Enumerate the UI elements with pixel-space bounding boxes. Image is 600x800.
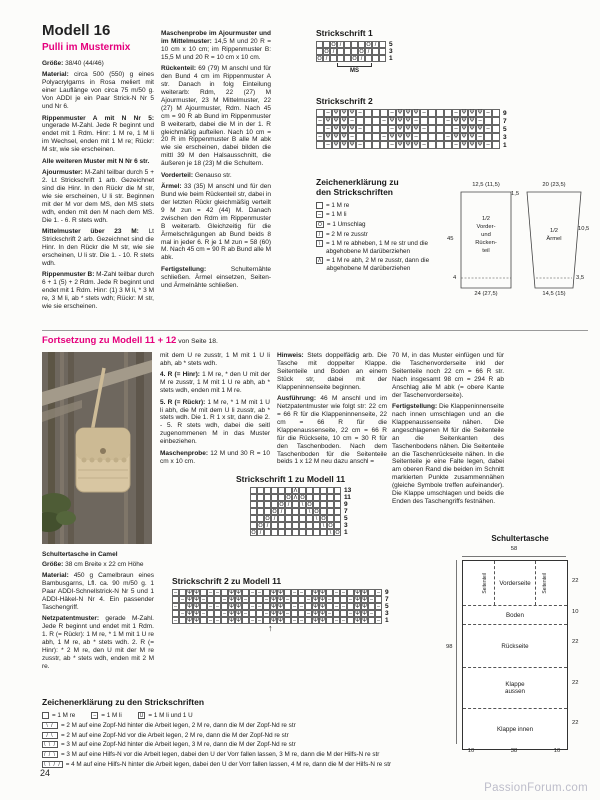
model16-column-2	[161, 30, 271, 293]
paragraph: Ärmel: 33 (35) M anschl und für den Bund wie beim Rückenteil str, dabei in der letzten Rückr gleichmäßig verteilt 9 M zun = 42 (44) M. Danach zwischen den Rdm im Rippenmuster B weiterarb. Gleichzeitig für die Ärmelschrägungen ab Bund beids 8 mal in jeder 6. R je 1 M zun = 58 (60) M. Nach 45 cm = 90 R ab Bund alle M abk.	[161, 183, 272, 262]
seitenteil-left: Seitenteil	[476, 561, 495, 605]
section-boden: Boden	[463, 605, 567, 624]
section-klappe-aussen: Klappe aussen	[463, 667, 567, 708]
ms-label: MS	[350, 68, 359, 74]
legend-item: \ \ / = 3 M auf eine Zopf-Nd hinter die Arbeit legen, 3 M re, dann die M der Zopf-Nd re str	[42, 741, 444, 748]
measure-sleeve-top: 20 (23,5)	[542, 182, 566, 188]
measure-section: 22	[572, 639, 579, 645]
schematic-schultertasche	[446, 534, 590, 768]
schematic-front-label-4: Rücken-	[475, 240, 497, 246]
paragraph: Rippenmuster A mit N Nr 5: ungerade M-Zahl. Jede R beginnt und endet mit 1 Rdm. Hinr: 1 M re, 1 M li im Wechsel, enden mit 1 M re; Rückr: M str, wie sie erscheinen.	[42, 114, 154, 154]
paragraph: Größe: 38 cm Breite x 22 cm Höhe	[42, 560, 144, 568]
paragraph: mit dem U re zusstr, 1 M mit 1 U li abh, ab * stets wdh.	[160, 352, 270, 367]
paragraph: Netzpatentmuster: gerade M-Zahl. Jede R beginnt und endet mit 1 Rdm. 1. R (= Rückr): 1 M re, * 1 M mit 1 U re abh, 1 M re, ab * stets wdh. 2. R (= Hinr): * 2 M re, den U mit der M re zusstr, ab * stets wdh, enden mit 2 M re.	[42, 615, 154, 670]
strickschrift-1	[316, 28, 399, 74]
continuation-title: Fortsetzung zu Modell 11 + 12	[42, 335, 177, 346]
legend-item: \ = 1 M re abheben, 1 M re str und die abgehobene M darüberziehen	[316, 240, 444, 254]
paragraph: 70 M, in das Muster einfügen und für die Taschenvorderseite inkl der Seitenteile noch 22 cm = 66 R str. Nach insgesamt 98 cm = 294 R ab Anschlag alle M abk (= obere Kante der Taschenvorderseite).	[392, 352, 504, 399]
stitch-symbol: Λ	[318, 258, 322, 265]
watermark: PassionForum.com	[484, 782, 588, 794]
measure-front-side: 45	[447, 236, 454, 242]
bag-info-column	[42, 551, 154, 674]
legend-item: U = 1 M li und 1 U	[139, 711, 193, 719]
stitch-symbol: \	[316, 240, 323, 247]
measure-front-rib: 4	[453, 275, 457, 281]
model-subtitle: Pulli im Mustermix	[42, 42, 131, 53]
schematic-model16	[445, 178, 590, 308]
strickschrift-1-modell11-grid: Λ 13 O Λ O 11 O / \ O 9 O / \ O 7 O / \ O 5 O / \ O 3 O / \ O 1	[251, 487, 352, 536]
paragraph: 5. R (= Rückr): 1 M re, * 1 M mit 1 U li abh, die M mit dem U li zusstr, ab * stets wdh. Die 1. R 1 x str, dann die 2. - 5. R stets wdh, dabei die seitl zugenommenen M in das Muster einbeziehen.	[160, 398, 271, 446]
legend-short-row	[42, 712, 444, 719]
cable-symbol: \ \ / /	[44, 761, 61, 768]
paragraph: Fertigstellung: Die Klappeninnenseite nach innen umschlagen und an die Klappenaussenseite nähen. Die angeschlagenen M für die Seitenteile an die Seitenkanten des Taschenbodens nähen. Die Seitenteile an die Taschenrückseite nähen. In die Seitenteile je eine Falte legen, dabei am oberen Rand die beiden im Schnitt markierten Punkte zusammennähen (gleiche Symbole treffen aufeinander). Die Klappe umschlagen und beids die Enden des Taschengriffs festnähen.	[392, 403, 504, 506]
measure-sleeve-side: 10,5	[578, 226, 590, 232]
schematic-title: Schultertasche	[491, 534, 549, 543]
paragraph: Rippenmuster B: M-Zahl teilbar durch 6 + 1 (5) + 2 Rdm. Jede R beginnt und endet mit 1 Rdm. Hinr: (1) 3 M li, * 3 M re, 3 M li, ab * stets wdh; Rückr: M str, wie sie erscheinen.	[42, 271, 154, 310]
dimension-line	[462, 556, 566, 557]
legend-item: Λ = 1 M re abh, 2 M re zusstr, dann die abgehobene M darüberziehen	[318, 257, 430, 272]
cable-symbol: / / \	[42, 751, 58, 758]
ms-bracket	[337, 63, 372, 74]
stitch-symbol: /	[316, 231, 323, 238]
legend-item: \ / = 2 M auf eine Zopf-Nd hinter die Arbeit legen, 2 M re, dann die M der Zopf-Nd re str	[42, 722, 444, 729]
schematic-front-label-1: 1/2	[481, 216, 491, 222]
pattern-start-arrow: ↑	[268, 623, 273, 633]
continuation-suffix: von Seite 18.	[176, 338, 218, 345]
paragraph: Hinweis: Stets doppelfädig arb. Die Tasche mit doppelter Klappe. Seitenteile und Boden an einem Stück str, dabei mit der Klappeninnenseite beginnen.	[277, 352, 387, 391]
paragraph: Mittelmuster über 23 M: Lt Strickschrift 2 arb. Gezeichnet sind die Hinr. In den Rückr die M str, wie sie erscheinen, U li str. Die 1. - 10. R stets wdh.	[42, 228, 154, 267]
section-divider	[42, 330, 588, 331]
continuation-heading	[42, 335, 218, 346]
legend-item: / = 2 M re zusstr	[316, 231, 444, 238]
bag-outline	[462, 560, 568, 750]
chart-title: Strickschrift 1 zu Modell 11	[236, 474, 346, 484]
chart-title: Strickschrift 2 zu Modell 11	[172, 576, 282, 586]
measure-bottom-left: 10	[467, 748, 475, 754]
measure-section: 10	[572, 609, 579, 615]
stitch-symbol	[42, 712, 49, 719]
paragraph: Material: 450 g Camelbraun eines Bambusgarns, Lfl. ca. 90 m/50 g. 1 Paar ADDI-Schnellstrick-N Nr 5 und 1 ADDI-Häkel-N Nr 4. Ein passender Taschengriff.	[42, 572, 154, 612]
strickschrift-2-modell11-grid: – Ψ Ψ – – Ψ Ψ – – Ψ Ψ – – Ψ Ψ – – Ψ Ψ – 9 – Ψ Ψ – – Ψ Ψ – – Ψ Ψ – – Ψ Ψ – – Ψ Ψ – 7 – Ψ Ψ – – Ψ Ψ – – Ψ Ψ – – Ψ Ψ – – Ψ Ψ – 5 – Ψ Ψ – – Ψ Ψ – – Ψ Ψ – – Ψ Ψ – – Ψ Ψ – 3 – Ψ Ψ – – Ψ Ψ – – Ψ Ψ – – Ψ Ψ – – Ψ Ψ – 1	[173, 589, 389, 624]
section-vorderseite: Seitenteil Vorderseite Seitenteil	[463, 561, 567, 605]
legend-item: – = 1 M li	[316, 211, 444, 218]
bag-title: Schultertasche in Camel	[42, 551, 118, 558]
seitenteil-right: Seitenteil	[535, 561, 554, 605]
strickschrift-2-grid: – Ψ Ψ Ψ – – Ψ Ψ Ψ – – Ψ Ψ Ψ – 9 – Ψ Ψ Ψ – – Ψ Ψ Ψ – – Ψ Ψ Ψ – 7 – Ψ Ψ Ψ – – Ψ Ψ Ψ – – Ψ Ψ Ψ – 5 – Ψ Ψ Ψ – – Ψ Ψ Ψ – – Ψ Ψ Ψ – 3 – Ψ Ψ Ψ – – Ψ Ψ Ψ – – Ψ Ψ Ψ – 1	[316, 109, 513, 149]
strickschrift-1-modell11	[236, 474, 354, 536]
bag-button	[100, 448, 106, 454]
paragraph: 4. R (= Hinr): 1 M re, * den U mit der M re zusstr, 1 M mit 1 U re abh, ab * stets wdh, enden mit 1 M re.	[160, 371, 270, 395]
model16-column-1	[42, 22, 154, 314]
measure-sleeve-rib: 3,5	[576, 275, 585, 281]
paragraph: Fertigstellung: Schulternähte schließen. Ärmel einsetzen, Seiten- und Ärmelnähte schließen.	[161, 265, 271, 289]
legend-item: / \ = 2 M auf eine Zopf-Nd vor die Arbeit legen, 2 M re, dann die M der Zopf-Nd re str	[42, 732, 444, 739]
strickschrift-1-grid: O / O / 5 O / O / 3 O / O / 1	[317, 41, 393, 62]
legend-item: – = 1 M li	[91, 712, 121, 719]
measure-front-bottom: 24 (27,5)	[474, 291, 498, 297]
legend-item: = 1 M re	[316, 202, 444, 209]
section-klappe-innen: Klappe innen	[463, 708, 567, 749]
cable-symbol: \ \ /	[42, 741, 58, 748]
chart-title: Strickschrift 2	[316, 96, 373, 106]
legend-item: / / \ = 3 M auf eine Hilfs-N vor die Arbeit legen, dabei den U der Vorr fallen lassen, 3 M re, dann die M der Hilfs-N re str	[42, 751, 444, 758]
paragraph: Material: circa 500 (550) g eines Polyacrylgarns in Rosa meliert mit einer Lauflänge von circa 75 m/50 g. Von ADDI je ein Paar Strick-N Nr 5 und Nr 6.	[42, 71, 154, 111]
measure-section: 22	[572, 680, 579, 686]
cable-symbol: \ /	[42, 722, 58, 729]
schematic-front-label-3: und	[481, 232, 491, 238]
legend-item: O = 1 Umschlag	[318, 221, 366, 228]
legend-modell11	[42, 698, 444, 771]
paragraph: Ajourmuster: M-Zahl teilbar durch 5 + 2. Lt Strickschrift 1 arb. Gezeichnet sind die Hinr. In den Rückr die M str, wie sie erscheinen, U li str. Beginnen mit der M vor dem MS, den MS stets wdh, enden mit den M nach dem MS. Die 1. - 6. R stets wdh.	[42, 169, 154, 224]
measure-front-shoulder: 1,5	[511, 191, 520, 197]
strickschrift-2-modell11	[172, 576, 395, 632]
schematic-sleeve-label-1: 1/2	[549, 228, 559, 234]
schematic-sleeve-label-2: Ärmel	[546, 236, 562, 242]
bag-photo	[42, 352, 152, 544]
measure-height: 98	[446, 644, 453, 650]
legend-title: Zeichenerklärung zu den Strickschriften	[316, 177, 399, 197]
section-rueckseite: Rückseite	[463, 624, 567, 667]
measure-front-top: 12,5 (11,5)	[472, 182, 500, 188]
measure-bottom-middle: 38	[510, 748, 518, 754]
page-number: 24	[40, 768, 51, 778]
bag-flap	[76, 428, 130, 460]
stitch-symbol: –	[316, 211, 323, 218]
photo-shoulder-bag-on-tree	[42, 352, 152, 544]
paragraph: Alle weiteren Muster mit N Nr 6 str.	[42, 157, 150, 165]
stitch-symbol	[316, 202, 323, 209]
measure-section: 22	[572, 720, 579, 726]
ms-bracket-line	[337, 63, 372, 67]
schematic-front-label-2: Vorder-	[476, 224, 496, 230]
paragraph: Maschenprobe: 12 M und 30 R = 10 cm x 10 cm.	[160, 449, 270, 465]
chart-title: Strickschrift 1	[316, 28, 373, 38]
measure-bottom-right: 10	[553, 748, 561, 754]
measure-sleeve-bottom: 14,5 (15)	[542, 291, 566, 297]
paragraph: Rückenteil: 69 (79) M anschl und für den Bund 4 cm im Rippenmuster A str. Danach in folg Einteilung weiterarb: Rdm, 22 (27) M Ajourmuster, 23 M Mittelmuster, 22 (27) M Ajourmuster, Rdm. Nach 45 cm = 90 R ab Bund im Rippenmuster B weiterarb, dabei die M in der 1. R gleichmäßig aufteilen. Nach 10 cm = 20 R im Rippenmuster B alle M abk wie sie erscheinen, dabei bilden die mittl 39 M den Halsausschnitt, die äußeren je 18 (23) M die Schultern.	[161, 65, 271, 168]
cable-symbol: / \	[42, 732, 58, 739]
legend-item: \ \ / / = 4 M auf eine Hilfs-N hinter die Arbeit legen, dabei den U der Vorr fallen lassen, 4 M re, dann die M der Hilfs-N re str	[44, 760, 392, 768]
legend-model16	[316, 178, 444, 274]
legend-title: Zeichenerklärung zu den Strickschriften	[42, 697, 205, 707]
continuation-column-1	[160, 352, 270, 469]
paragraph: Maschenprobe im Ajourmuster und im Mittelmuster: 14,5 M und 20 R = 10 cm x 10 cm; im Rippenmuster B: 15,5 M und 20 R = 10 cm x 10 cm.	[161, 30, 272, 61]
measure-section: 22	[572, 578, 579, 584]
continuation-column-2	[277, 352, 387, 470]
legend-item: = 1 M re	[42, 712, 75, 719]
strickschrift-2	[316, 96, 513, 149]
stitch-symbol: –	[91, 712, 98, 719]
continuation-column-3	[392, 352, 504, 510]
stitch-symbol: U	[139, 712, 144, 719]
schematic-front-label-5: teil	[482, 248, 490, 254]
measure-top-width: 58	[510, 546, 518, 552]
page-title: Modell 16	[42, 22, 111, 39]
paragraph: Größe: 38/40 (44/46)	[42, 60, 104, 67]
paragraph: Vorderteil: Genauso str.	[161, 171, 232, 179]
paragraph: Ausführung: 46 M anschl und im Netzpatentmuster wie folgt str: 22 cm = 66 R für die Klappeninnenseite, 22 cm = 66 R für die Klappenaussenseite, 22 cm = 66 R für die Rückseite, 10 cm = 30 R für den Taschenboden. Nach dem Taschenboden für die Seitenteile beids 1 x 12 M neu dazu anschl =	[277, 395, 387, 466]
dimension-line	[456, 560, 457, 744]
stitch-symbol: O	[318, 222, 322, 228]
